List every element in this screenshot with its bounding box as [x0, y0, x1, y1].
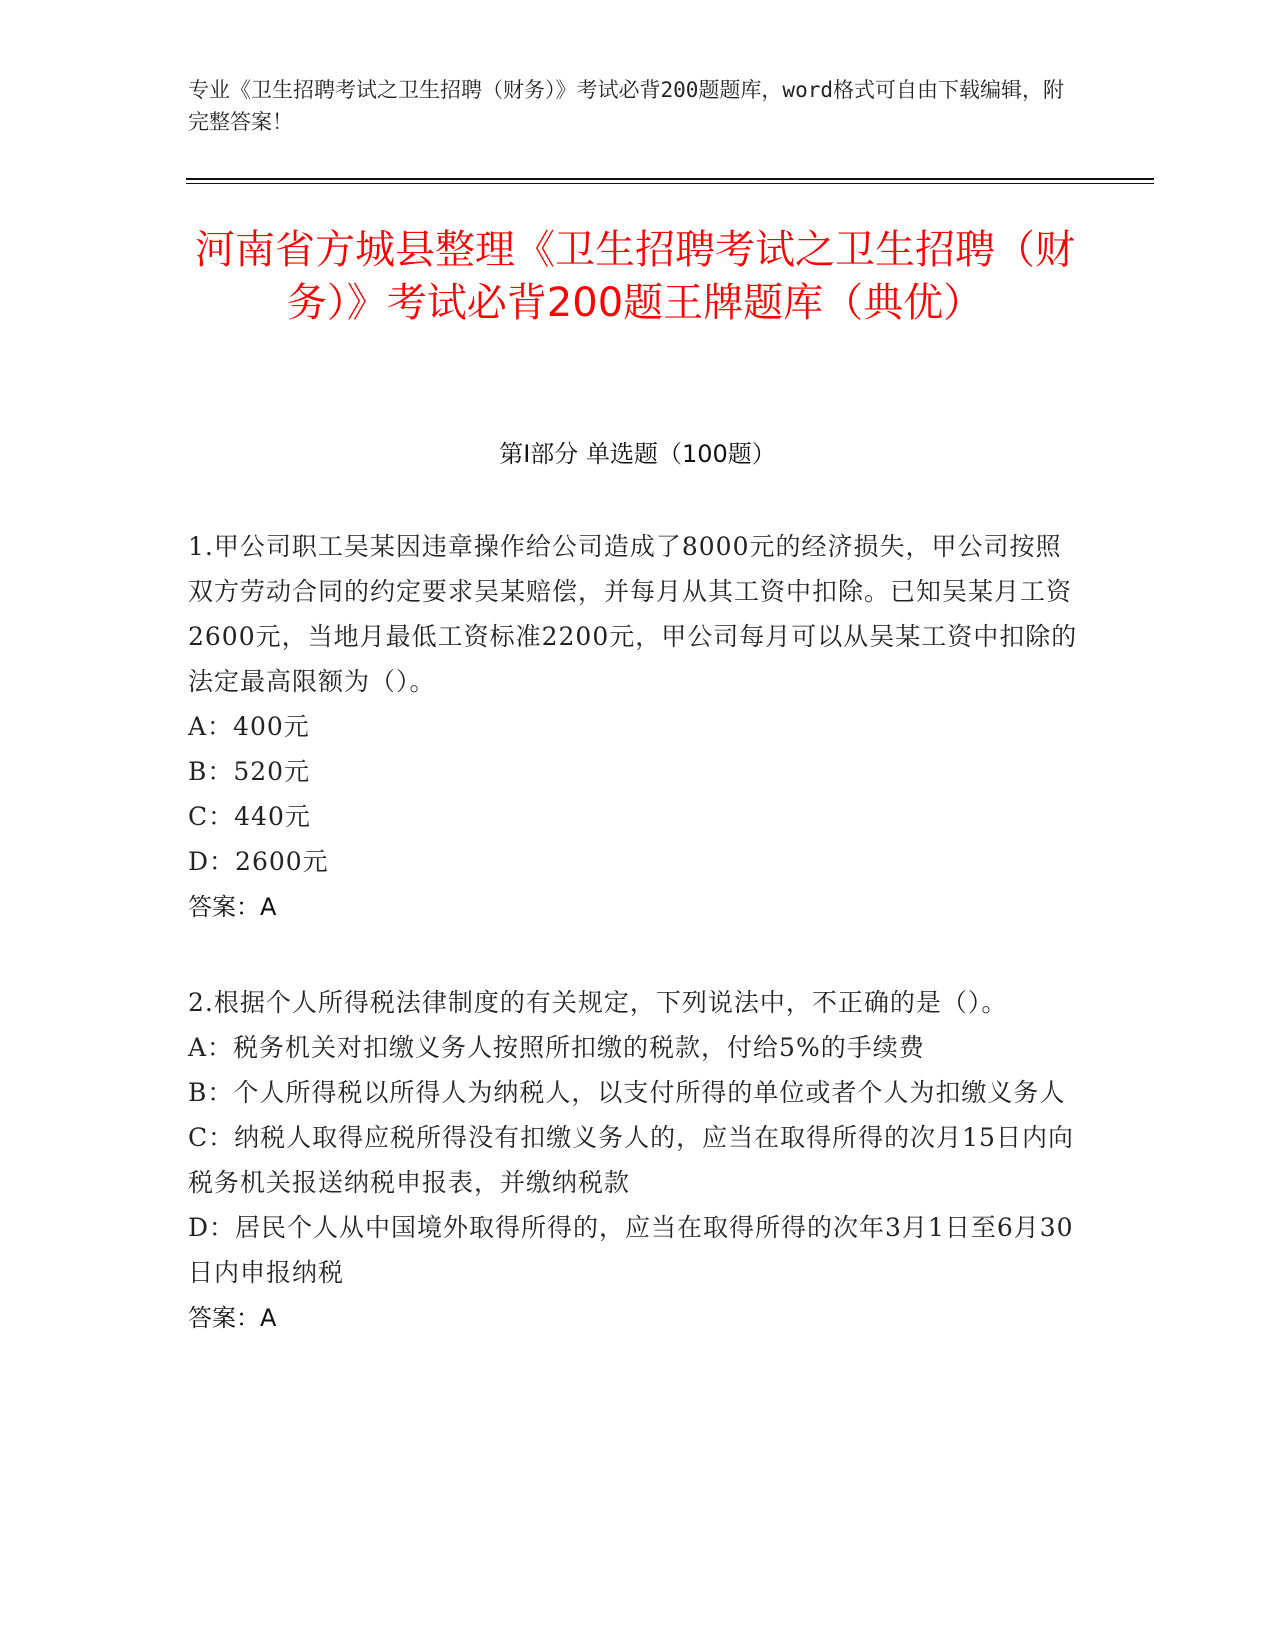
document-title: 河南省方城县整理《卫生招聘考试之卫生招聘（财务）》考试必背200题王牌题库（典优） — [195, 227, 1075, 326]
option-a: A：400元 — [188, 712, 310, 741]
option-c: C：纳税人取得应税所得没有扣缴义务人的，应当在取得所得的次月15日内向税务机关报送纳税申报表，并缴纳税款 — [188, 1123, 1074, 1197]
header-divider — [186, 178, 1154, 180]
option-a: A：税务机关对扣缴义务人按照所扣缴的税款，付给5%的手续费 — [188, 1033, 925, 1062]
option-d: D：居民个人从中国境外取得所得的，应当在取得所得的次年3月1日至6月30日内申报纳税 — [188, 1213, 1074, 1287]
option-d: D：2600元 — [188, 847, 329, 876]
option-b: B：520元 — [188, 757, 311, 786]
question-stem: 2.根据个人所得税法律制度的有关规定，下列说法中，不正确的是（）。 — [188, 988, 1008, 1017]
option-c: C：440元 — [188, 802, 311, 831]
question-stem: 1.甲公司职工吴某因违章操作给公司造成了8000元的经济损失，甲公司按照双方劳动合同的约定要求吴某赔偿，并每月从其工资中扣除。已知吴某月工资2600元，当地月最低工资标准2200元，甲公司每月可以从吴某工资中扣除的法定最高限额为（）。 — [188, 532, 1078, 696]
section-title: 第Ⅰ部分 单选题（100题） — [499, 440, 776, 468]
question-item — [188, 980, 1078, 1341]
option-b: B：个人所得税以所得人为纳税人，以支付所得的单位或者个人为扣缴义务人 — [188, 1078, 1066, 1107]
answer-line: 答案：A — [188, 1304, 277, 1332]
answer-line: 答案：A — [188, 893, 277, 921]
question-item — [188, 524, 1078, 930]
header-note: 专业《卫生招聘考试之卫生招聘（财务）》考试必背200题题库，word格式可自由下载编辑，附完整答案！ — [188, 78, 1064, 134]
header-divider-thin — [186, 183, 1154, 184]
